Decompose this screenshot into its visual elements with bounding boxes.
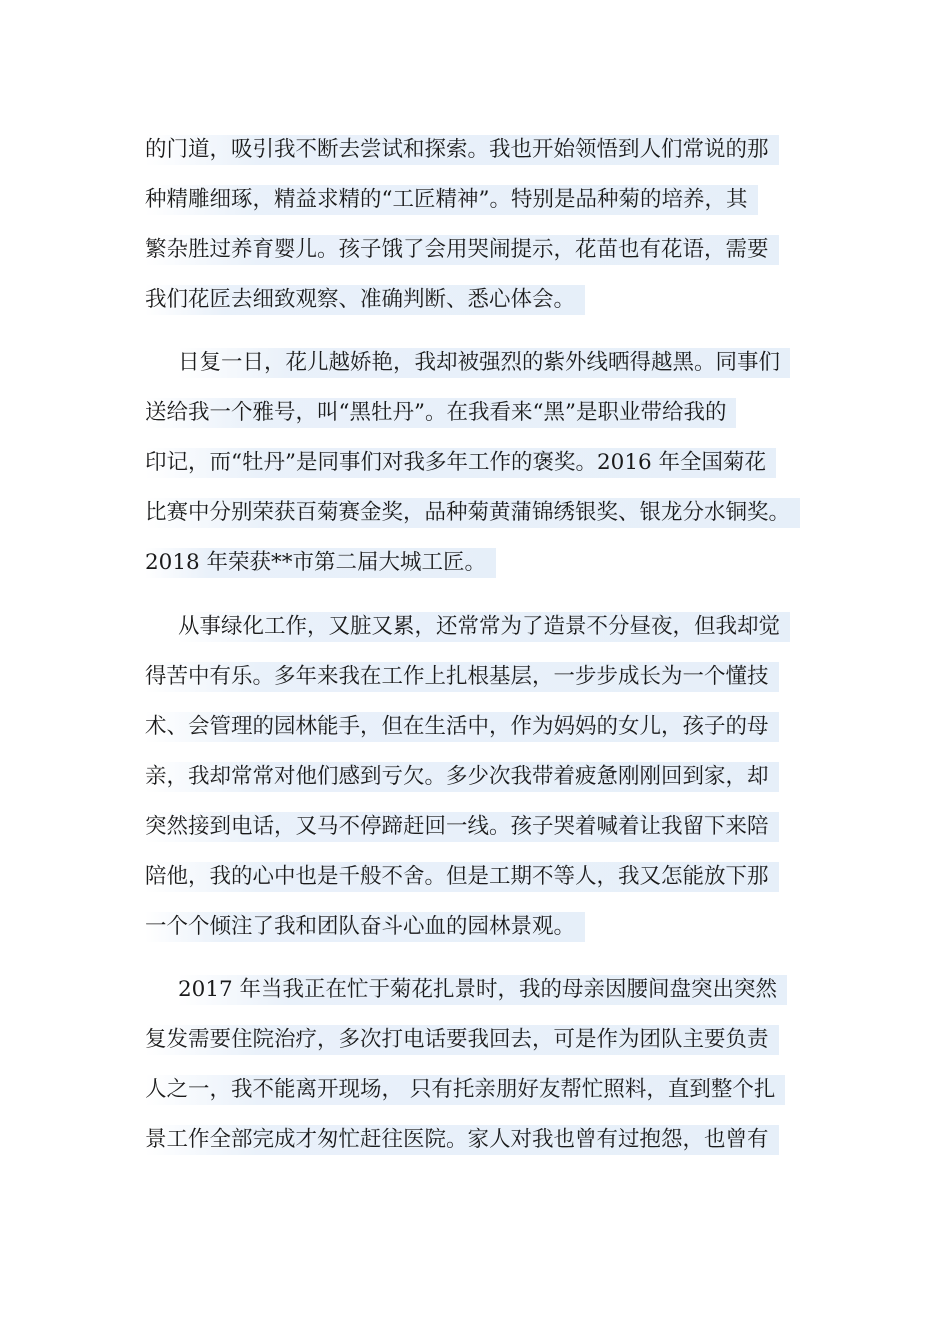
text-line: 从事绿化工作，又脏又累，还常常为了造景不分昼夜，但我却觉 xyxy=(178,612,790,642)
text-line: 一个个倾注了我和团队奋斗心血的园林景观。 xyxy=(145,912,585,942)
text-line: 种精雕细琢，精益求精的“工匠精神”。特别是品种菊的培养，其 xyxy=(145,185,758,215)
text-line: 亲，我却常常对他们感到亏欠。多少次我带着疲惫刚刚回到家，却 xyxy=(145,762,779,792)
text-line: 我们花匠去细致观察、准确判断、悉心体会。 xyxy=(145,285,585,315)
text-line: 2018 年荣获**市第二届大城工匠。 xyxy=(145,548,496,578)
text-line: 的门道，吸引我不断去尝试和探索。我也开始领悟到人们常说的那 xyxy=(145,135,779,165)
text-line: 术、会管理的园林能手，但在生活中，作为妈妈的女儿，孩子的母 xyxy=(145,712,779,742)
text-line: 繁杂胜过养育婴儿。孩子饿了会用哭闹提示，花苗也有花语，需要 xyxy=(145,235,779,265)
text-line: 2017 年当我正在忙于菊花扎景时，我的母亲因腰间盘突出突然 xyxy=(178,975,787,1005)
text-line: 印记，而“牡丹”是同事们对我多年工作的褒奖。2016 年全国菊花 xyxy=(145,448,776,478)
text-line: 得苦中有乐。多年来我在工作上扎根基层，一步步成长为一个懂技 xyxy=(145,662,779,692)
text-line: 比赛中分别荣获百菊赛金奖，品种菊黄蒲锦绣银奖、银龙分水铜奖。 xyxy=(145,498,800,528)
text-line: 突然接到电话，又马不停蹄赶回一线。孩子哭着喊着让我留下来陪 xyxy=(145,812,779,842)
text-line: 人之一，我不能离开现场， 只有托亲朋好友帮忙照料，直到整个扎 xyxy=(145,1075,785,1105)
text-line: 送给我一个雅号，叫“黑牡丹”。在我看来“黑”是职业带给我的 xyxy=(145,398,736,428)
text-line: 景工作全部完成才匆忙赶往医院。家人对我也曾有过抱怨，也曾有 xyxy=(145,1125,779,1155)
text-line: 陪他，我的心中也是千般不舍。但是工期不等人，我又怎能放下那 xyxy=(145,862,779,892)
text-line: 日复一日，花儿越娇艳，我却被强烈的紫外线晒得越黑。同事们 xyxy=(178,348,790,378)
text-line: 复发需要住院治疗，多次打电话要我回去，可是作为团队主要负责 xyxy=(145,1025,779,1055)
